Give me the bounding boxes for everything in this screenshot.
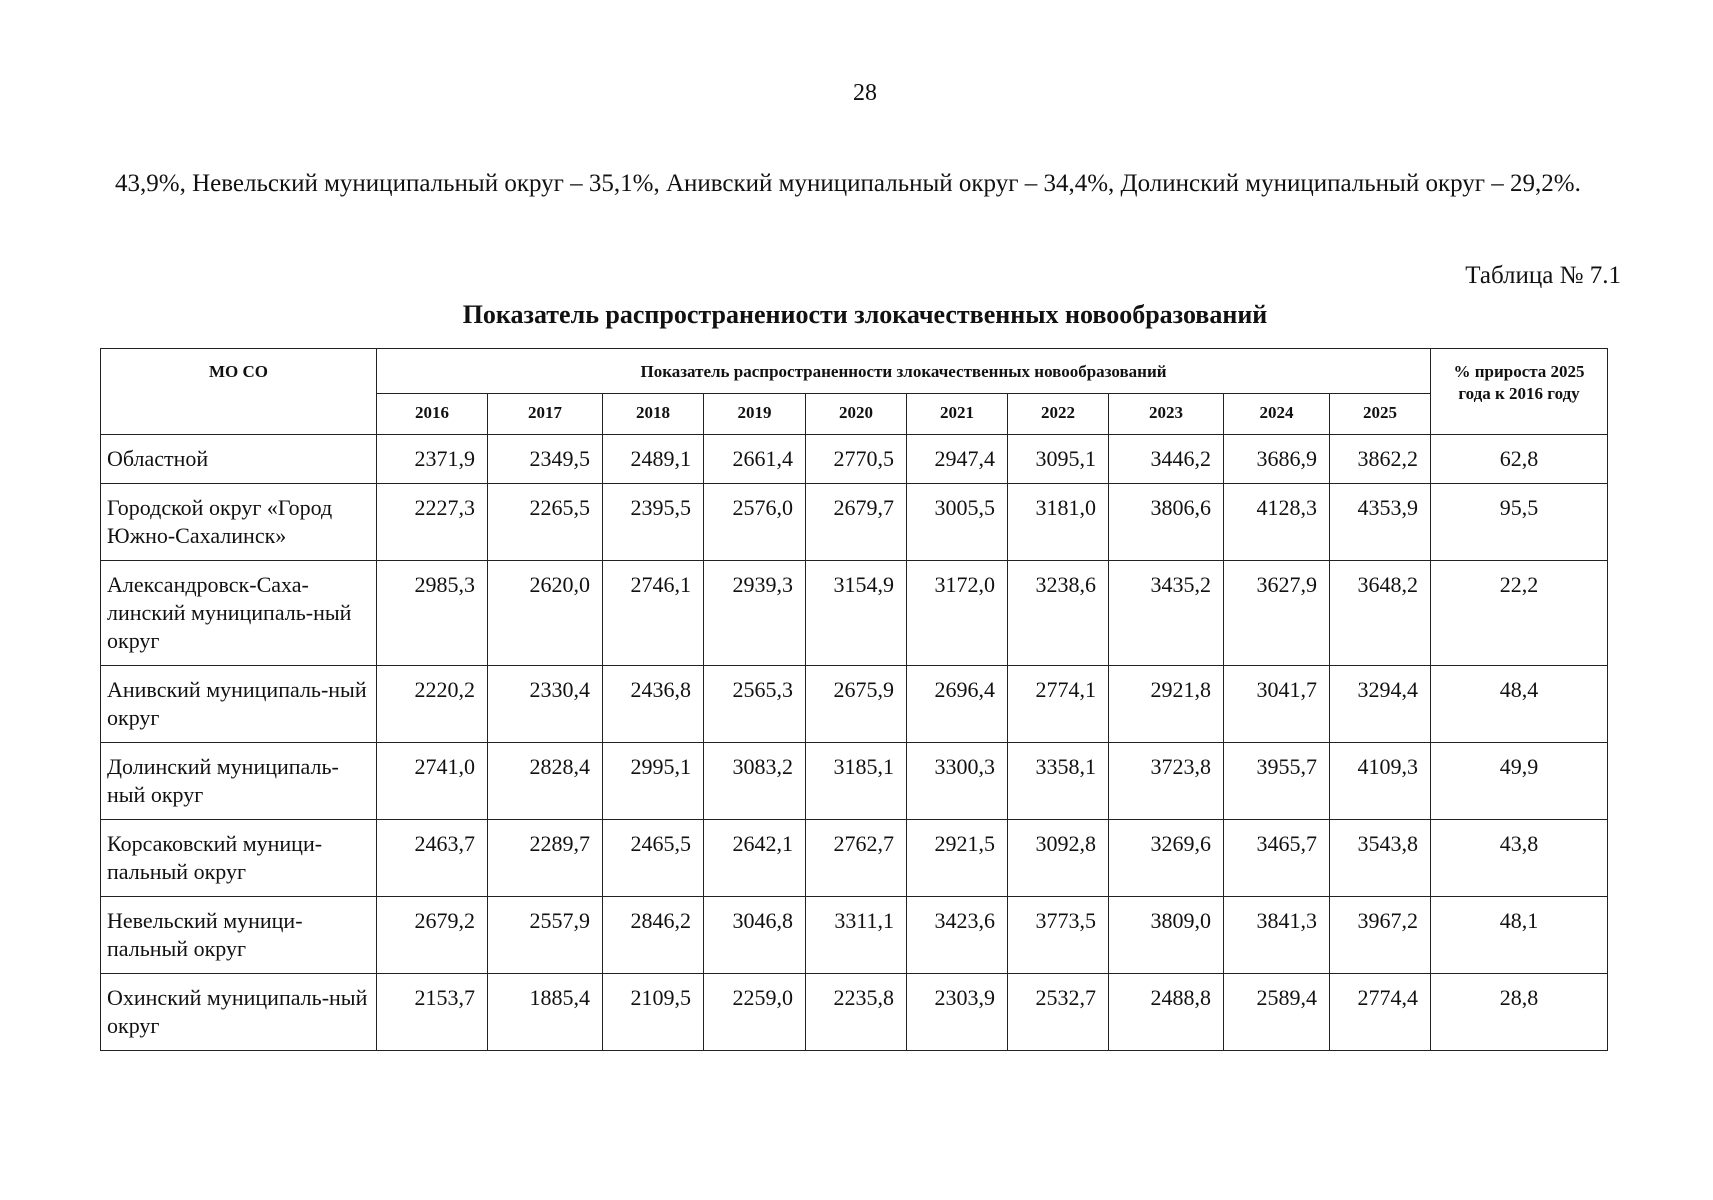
table-cell-value: 3005,5 [907,484,1008,561]
table-row [101,435,1608,484]
table-cell-value: 3358,1 [1008,743,1109,820]
table-cell-growth: 43,8 [1431,820,1608,897]
table-cell-value: 2828,4 [488,743,603,820]
table-cell-growth: 95,5 [1431,484,1608,561]
table-cell-value: 2463,7 [377,820,488,897]
table-cell-value: 2395,5 [603,484,704,561]
table-cell-value: 2589,4 [1224,974,1330,1051]
table-cell-value: 3092,8 [1008,820,1109,897]
table-row [101,666,1608,743]
table-cell-value: 3294,4 [1330,666,1431,743]
table-cell-value: 2330,4 [488,666,603,743]
table-cell-value: 2109,5 [603,974,704,1051]
table-cell-value: 2985,3 [377,561,488,666]
table-row [101,484,1608,561]
table-cell-value: 3809,0 [1109,897,1224,974]
table-cell-value: 2675,9 [806,666,907,743]
table-cell-value: 3300,3 [907,743,1008,820]
table-cell-value: 2532,7 [1008,974,1109,1051]
table-cell-value: 3041,7 [1224,666,1330,743]
table-cell-value: 2557,9 [488,897,603,974]
table-cell-value: 2770,5 [806,435,907,484]
table-cell-value: 2259,0 [704,974,806,1051]
page-number: 28 [853,80,877,106]
table-label: Таблица № 7.1 [1465,262,1621,289]
row-label: Анивский муниципаль-ный округ [101,666,377,743]
table-cell-value: 2679,2 [377,897,488,974]
table-cell-value: 3806,6 [1109,484,1224,561]
table-cell-growth: 48,1 [1431,897,1608,974]
row-label: Городской округ «Город Южно-Сахалинск» [101,484,377,561]
table-cell-value: 2565,3 [704,666,806,743]
table-cell-value: 3841,3 [1224,897,1330,974]
table-cell-value: 3423,6 [907,897,1008,974]
row-label: Долинский муниципаль-ный округ [101,743,377,820]
table-cell-value: 3181,0 [1008,484,1109,561]
table-cell-value: 2774,4 [1330,974,1431,1051]
table-cell-value: 2227,3 [377,484,488,561]
table-cell-growth: 28,8 [1431,974,1608,1051]
table-cell-value: 4128,3 [1224,484,1330,561]
table-cell-value: 3083,2 [704,743,806,820]
table-cell-value: 3238,6 [1008,561,1109,666]
table-cell-value: 3311,1 [806,897,907,974]
table-cell-value: 2489,1 [603,435,704,484]
row-label: Корсаковский муници-пальный округ [101,820,377,897]
row-label: Областной [101,435,377,484]
prevalence-table [100,348,1608,1051]
table-title: Показатель распространениости злокачественных новообразований [462,300,1268,329]
column-header-mo: МО СО [101,349,377,435]
row-label: Невельский муници-пальный округ [101,897,377,974]
table-cell-value: 2220,2 [377,666,488,743]
table-cell-value: 3955,7 [1224,743,1330,820]
column-header-year: 2025 [1330,394,1431,435]
column-header-growth: % прироста 2025 года к 2016 году [1431,349,1608,435]
table-cell-growth: 48,4 [1431,666,1608,743]
table-cell-value: 2939,3 [704,561,806,666]
table-cell-value: 2153,7 [377,974,488,1051]
table-cell-value: 3435,2 [1109,561,1224,666]
column-header-year: 2017 [488,394,603,435]
table-cell-value: 2265,5 [488,484,603,561]
table-cell-value: 3154,9 [806,561,907,666]
table-cell-value: 4353,9 [1330,484,1431,561]
table-cell-value: 2762,7 [806,820,907,897]
column-header-year: 2021 [907,394,1008,435]
table-cell-value: 2696,4 [907,666,1008,743]
table-cell-value: 2642,1 [704,820,806,897]
table-cell-value: 2947,4 [907,435,1008,484]
table-cell-value: 2303,9 [907,974,1008,1051]
table-cell-value: 3465,7 [1224,820,1330,897]
table-cell-value: 3723,8 [1109,743,1224,820]
table-cell-value: 2679,7 [806,484,907,561]
column-header-year: 2020 [806,394,907,435]
table-cell-value: 3967,2 [1330,897,1431,974]
header-row-1 [101,349,1608,394]
table-row [101,820,1608,897]
column-header-year: 2023 [1109,394,1224,435]
table-row [101,743,1608,820]
table-cell-value: 3185,1 [806,743,907,820]
column-header-year: 2018 [603,394,704,435]
table-cell-value: 2235,8 [806,974,907,1051]
row-label: Охинский муниципаль-ный округ [101,974,377,1051]
table-cell-value: 3648,2 [1330,561,1431,666]
table-cell-value: 3046,8 [704,897,806,974]
table-cell-value: 2746,1 [603,561,704,666]
table-row [101,897,1608,974]
table-cell-value: 3543,8 [1330,820,1431,897]
table-cell-value: 2620,0 [488,561,603,666]
table-cell-value: 2921,8 [1109,666,1224,743]
table-cell-value: 2921,5 [907,820,1008,897]
table-row [101,974,1608,1051]
table-cell-value: 1885,4 [488,974,603,1051]
table-cell-growth: 49,9 [1431,743,1608,820]
table-cell-value: 3446,2 [1109,435,1224,484]
table-cell-value: 2349,5 [488,435,603,484]
table-cell-value: 2465,5 [603,820,704,897]
table-cell-value: 3095,1 [1008,435,1109,484]
table-cell-value: 3172,0 [907,561,1008,666]
table-cell-value: 2846,2 [603,897,704,974]
intro-paragraph: 43,9%, Невельский муниципальный округ – 35,1%, Анивский муниципальный округ – 34,4%, Долинский муниципальный округ – 29,2%. [115,170,1581,197]
table-cell-value: 4109,3 [1330,743,1431,820]
table-cell-growth: 22,2 [1431,561,1608,666]
table-cell-value: 2661,4 [704,435,806,484]
table-cell-value: 2289,7 [488,820,603,897]
table-cell-value: 2741,0 [377,743,488,820]
table-cell-value: 3269,6 [1109,820,1224,897]
table-cell-value: 2576,0 [704,484,806,561]
table-cell-value: 3686,9 [1224,435,1330,484]
table-cell-value: 2488,8 [1109,974,1224,1051]
column-header-year: 2022 [1008,394,1109,435]
table-cell-value: 2774,1 [1008,666,1109,743]
table-cell-value: 2371,9 [377,435,488,484]
column-header-year: 2016 [377,394,488,435]
table-row [101,561,1608,666]
table-cell-value: 3627,9 [1224,561,1330,666]
table-cell-value: 3773,5 [1008,897,1109,974]
table-cell-value: 3862,2 [1330,435,1431,484]
table-cell-growth: 62,8 [1431,435,1608,484]
table-cell-value: 2436,8 [603,666,704,743]
row-label: Александровск-Саха-линский муниципаль-ный округ [101,561,377,666]
column-header-group: Показатель распространенности злокачественных новообразований [377,349,1431,394]
table-cell-value: 2995,1 [603,743,704,820]
column-header-year: 2024 [1224,394,1330,435]
column-header-year: 2019 [704,394,806,435]
